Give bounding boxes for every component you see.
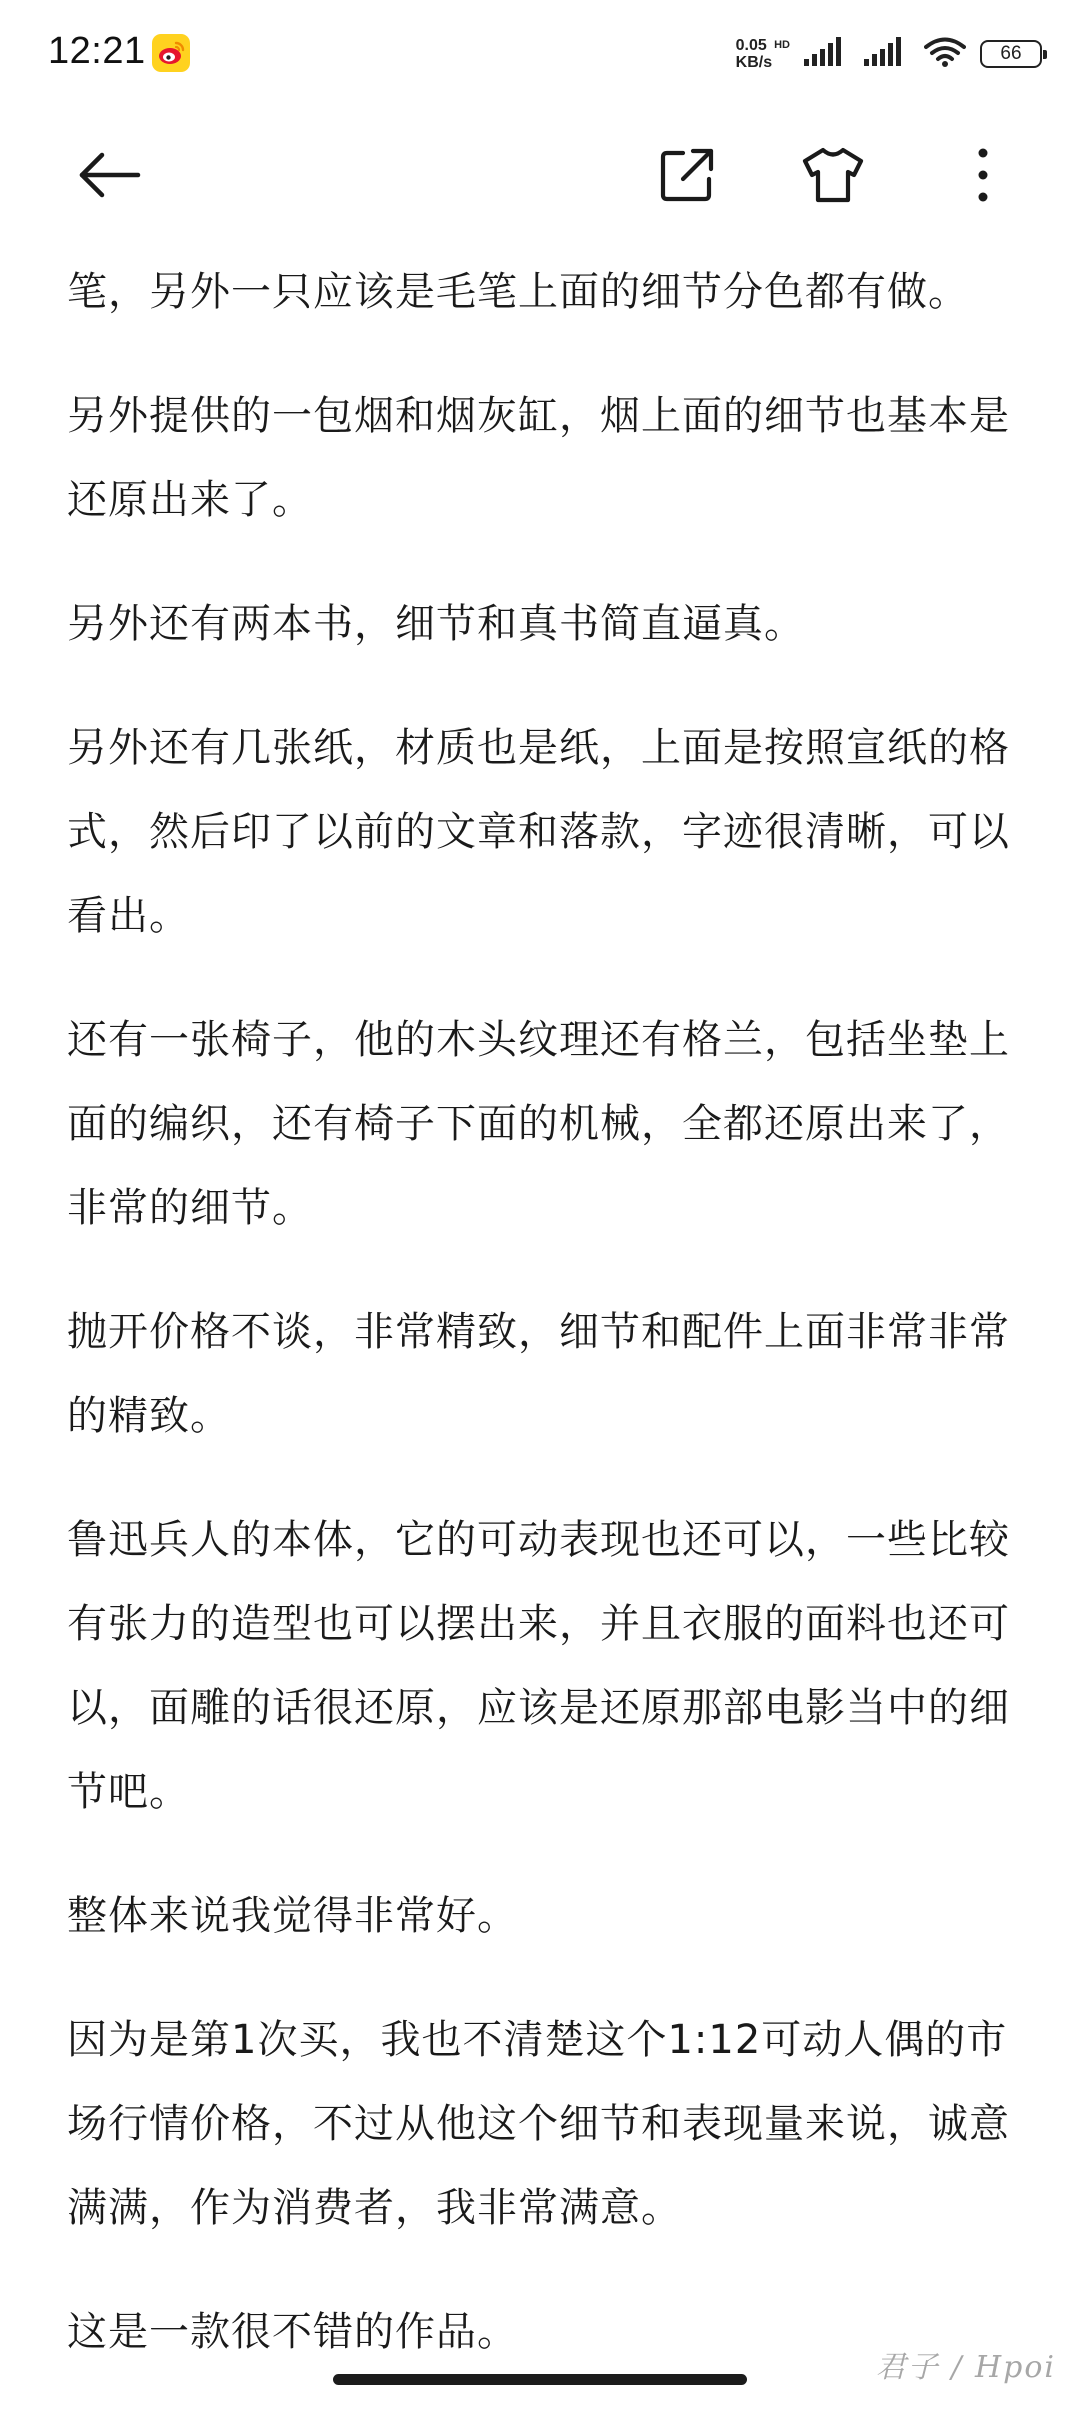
- article-body: [67, 250, 1017, 2414]
- status-indicators: [736, 34, 1042, 74]
- more-vertical-icon: [973, 145, 993, 205]
- article-paragraph: 因为是第1次买，我也不清楚这个1:12可动人偶的市场行情价格，不过从他这个细节和表现量来说，诚意满满，作为消费者，我非常满意。: [67, 2017, 1010, 2231]
- status-time: 12:21: [48, 30, 146, 72]
- more-options-button[interactable]: [938, 130, 1028, 220]
- article-paragraph: 另外还有几张纸，材质也是纸，上面是按照宣纸的格式，然后印了以前的文章和落款，字迹很清晰，可以看出。: [67, 725, 1010, 939]
- signal-icon-secondary: [864, 37, 910, 71]
- article-paragraph: 另外还有两本书，细节和真书简直逼真。: [67, 601, 805, 647]
- network-speed: [736, 37, 772, 71]
- share-icon: [657, 145, 717, 205]
- top-toolbar: [0, 110, 1080, 240]
- status-bar: [0, 0, 1080, 110]
- article-paragraph: 另外提供的一包烟和烟灰缸，烟上面的细节也基本是还原出来了。: [67, 393, 1010, 523]
- watermark: 君子 / Hpoi: [875, 2350, 1056, 2385]
- network-speed-unit: KB/s: [735, 54, 773, 71]
- network-speed-value: 0.05: [735, 37, 767, 54]
- weibo-notification-icon: [152, 34, 190, 72]
- theme-tshirt-button[interactable]: [788, 130, 878, 220]
- wifi-icon: [924, 36, 966, 72]
- signal-icon: [804, 37, 850, 71]
- article-paragraph: 还有一张椅子，他的木头纹理还有格兰，包括坐垫上面的编织，还有椅子下面的机械，全都还原出来了，非常的细节。: [67, 1017, 1010, 1231]
- tshirt-icon: [801, 145, 865, 205]
- battery-level: 66: [1000, 43, 1022, 64]
- article-paragraph: 整体来说我觉得非常好。: [67, 1893, 518, 1939]
- share-button[interactable]: [642, 130, 732, 220]
- article-paragraph: 鲁迅兵人的本体，它的可动表现也还可以，一些比较有张力的造型也可以摆出来，并且衣服的面料也还可以，面雕的话很还原，应该是还原那部电影当中的细节吧。: [67, 1517, 1010, 1815]
- back-arrow-icon: [74, 150, 144, 200]
- hd-label: HD: [774, 39, 790, 51]
- article-paragraph: 抛开价格不谈，非常精致，细节和配件上面非常非常的精致。: [67, 1309, 1010, 1439]
- home-indicator[interactable]: [333, 2374, 747, 2385]
- battery-icon: [980, 40, 1042, 68]
- back-button[interactable]: [64, 130, 154, 220]
- article-paragraph: 笔，另外一只应该是毛笔上面的细节分色都有做。: [67, 269, 969, 315]
- article-paragraph: 这是一款很不错的作品。: [67, 2309, 518, 2355]
